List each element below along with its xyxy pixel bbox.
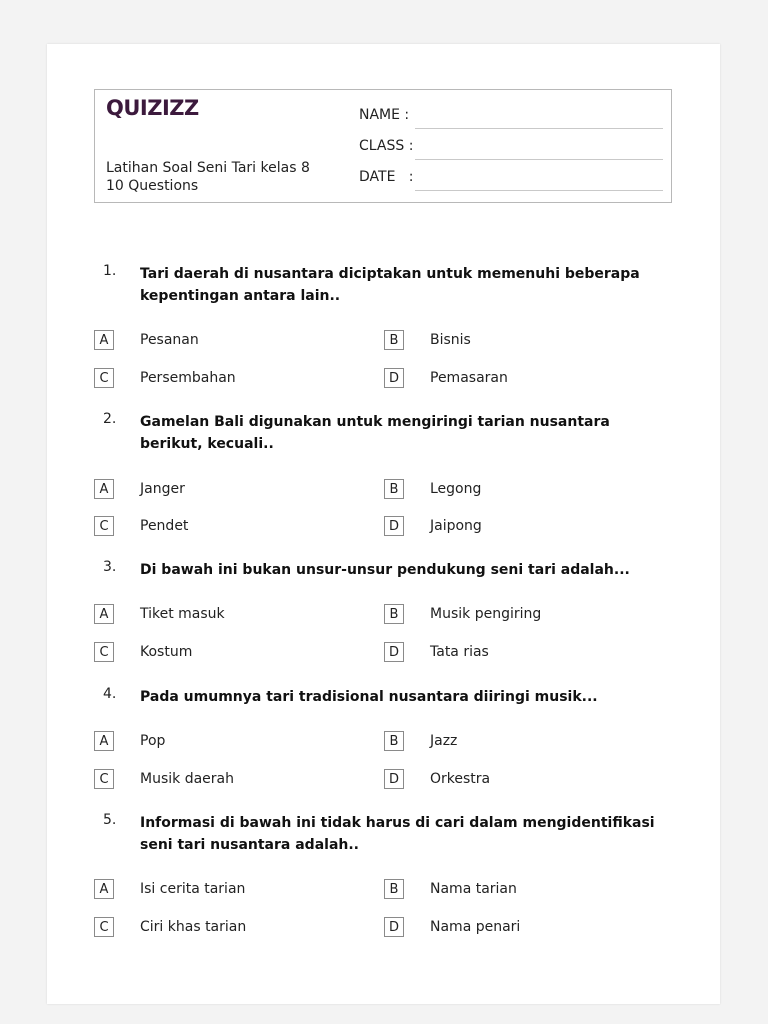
option-letter: B — [384, 479, 404, 499]
option-letter: A — [94, 479, 114, 499]
option-letter: C — [94, 769, 114, 789]
option-text: Isi cerita tarian — [140, 881, 246, 897]
question-number: 2. — [103, 411, 117, 427]
option-text: Pendet — [140, 518, 189, 534]
date-field[interactable] — [359, 169, 663, 189]
question-number: 1. — [103, 263, 117, 279]
quiz-title: Latihan Soal Seni Tari kelas 8 — [106, 160, 310, 176]
name-field[interactable] — [359, 107, 663, 127]
option-letter: C — [94, 368, 114, 388]
option-letter: D — [384, 516, 404, 536]
option-letter: D — [384, 368, 404, 388]
option-text: Nama penari — [430, 919, 521, 935]
option-letter: D — [384, 769, 404, 789]
option-text: Musik daerah — [140, 771, 234, 787]
option-text: Nama tarian — [430, 881, 517, 897]
quizizz-logo: QUIZIZZ — [106, 96, 199, 120]
option-letter: B — [384, 604, 404, 624]
option-text: Jaipong — [430, 518, 482, 534]
option-letter: A — [94, 879, 114, 899]
class-line — [415, 159, 663, 160]
option-text: Orkestra — [430, 771, 491, 787]
option-letter: A — [94, 604, 114, 624]
option-text: Tiket masuk — [140, 606, 225, 622]
option-letter: B — [384, 330, 404, 350]
question-number: 4. — [103, 686, 117, 702]
option-text: Ciri khas tarian — [140, 919, 247, 935]
option-letter: C — [94, 917, 114, 937]
quiz-info — [106, 159, 310, 195]
option-text: Pemasaran — [430, 370, 508, 386]
date-label: DATE : — [359, 169, 414, 185]
option-letter: C — [94, 642, 114, 662]
question-text: Informasi di bawah ini tidak harus di cari dalam mengidentifikasi seni tari nusantara adalah.. — [140, 815, 655, 853]
option-text: Jazz — [430, 733, 458, 749]
option-letter: B — [384, 731, 404, 751]
worksheet-page — [47, 44, 720, 1004]
name-line — [415, 128, 663, 129]
option-letter: D — [384, 642, 404, 662]
option-text: Pesanan — [140, 332, 199, 348]
option-text: Kostum — [140, 644, 193, 660]
question-number: 3. — [103, 559, 117, 575]
question-text: Gamelan Bali digunakan untuk mengiringi tarian nusantara berikut, kecuali.. — [140, 414, 610, 452]
option-letter: C — [94, 516, 114, 536]
option-letter: A — [94, 330, 114, 350]
date-line — [415, 190, 663, 191]
name-label: NAME : — [359, 107, 410, 123]
option-letter: D — [384, 917, 404, 937]
option-text: Tata rias — [430, 644, 489, 660]
question-number: 5. — [103, 812, 117, 828]
option-text: Bisnis — [430, 332, 471, 348]
option-text: Pop — [140, 733, 166, 749]
question-count: 10 Questions — [106, 178, 199, 194]
question-text: Di bawah ini bukan unsur-unsur pendukung seni tari adalah... — [140, 562, 630, 578]
class-field[interactable] — [359, 138, 663, 158]
question-text: Pada umumnya tari tradisional nusantara diiringi musik... — [140, 689, 598, 705]
class-label: CLASS : — [359, 138, 414, 154]
worksheet-header — [94, 89, 672, 203]
option-text: Janger — [140, 481, 185, 497]
option-text: Persembahan — [140, 370, 236, 386]
option-letter: B — [384, 879, 404, 899]
option-text: Legong — [430, 481, 482, 497]
option-text: Musik pengiring — [430, 606, 542, 622]
option-letter: A — [94, 731, 114, 751]
question-text: Tari daerah di nusantara diciptakan untuk memenuhi beberapa kepentingan antara lain.. — [140, 266, 640, 304]
